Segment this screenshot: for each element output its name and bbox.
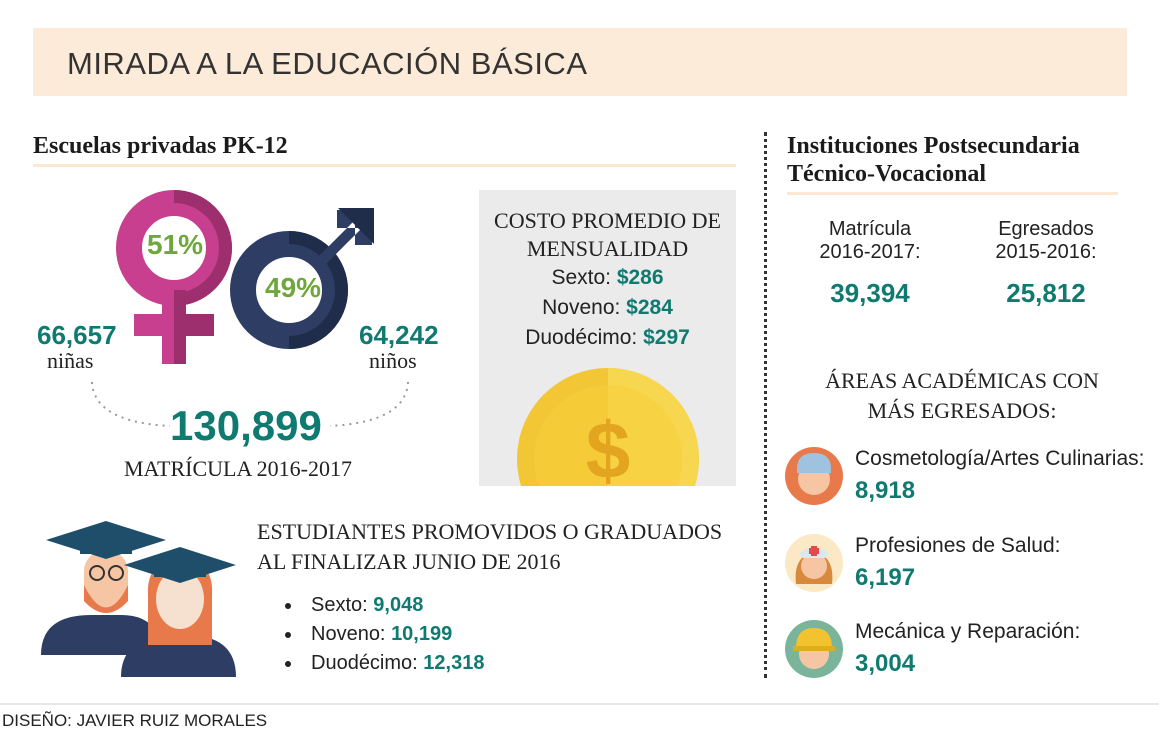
worker-helmet-icon	[785, 620, 843, 678]
girls-label: niñas	[47, 348, 94, 373]
female-percent: 51%	[147, 229, 204, 260]
private-schools-title: Escuelas privadas PK-12	[33, 133, 288, 159]
area-value: 3,004	[855, 650, 916, 677]
female-symbol-icon	[129, 190, 232, 364]
svg-text:$: $	[585, 406, 631, 495]
cost-title-line1: COSTO PROMEDIO DE	[494, 208, 721, 233]
graduates-illustration	[36, 515, 241, 680]
postsecondary-title-line2: Técnico-Vocacional	[787, 161, 987, 187]
area-value: 6,197	[855, 564, 916, 591]
graduates-title-line1: ESTUDIANTES PROMOVIDOS O GRADUADOS	[257, 519, 723, 544]
area-label: Mecánica y Reparación:	[855, 620, 1081, 643]
coin-icon	[517, 368, 699, 495]
areas-title-line1: ÁREAS ACADÉMICAS CON	[825, 368, 1099, 393]
area-value: 8,918	[855, 477, 916, 504]
chef-icon	[785, 447, 843, 505]
cost-item-noveno: Noveno: $284	[542, 296, 673, 319]
female-graduate-icon	[121, 547, 236, 677]
list-item: Sexto: 9,048	[283, 591, 484, 620]
section-rule	[33, 164, 736, 167]
male-graduate-icon	[41, 521, 166, 655]
area-item-health	[785, 534, 1145, 604]
total-enrollment: 130,899	[170, 402, 322, 449]
cost-panel	[479, 190, 736, 495]
total-enrollment-label: MATRÍCULA 2016-2017	[124, 456, 352, 481]
header-banner	[33, 28, 1127, 96]
graduates-list	[283, 591, 484, 678]
area-item-cosmetology	[785, 447, 1145, 517]
area-label: Profesiones de Salud:	[855, 534, 1061, 557]
design-credit: DISEÑO: JAVIER RUIZ MORALES	[2, 711, 268, 730]
section-rule	[787, 192, 1118, 195]
nurse-icon	[785, 534, 843, 592]
cost-item-duodecimo: Duodécimo: $297	[525, 326, 690, 349]
page-title: MIRADA A LA EDUCACIÓN BÁSICA	[67, 46, 588, 81]
enrollment-value: 39,394	[830, 278, 910, 308]
column-divider	[764, 132, 767, 678]
areas-title-line2: MÁS EGRESADOS:	[867, 398, 1057, 423]
list-item: Noveno: 10,199	[283, 620, 484, 649]
graduates-title-line2: AL FINALIZAR JUNIO DE 2016	[257, 549, 561, 574]
cost-item-sexto: Sexto: $286	[551, 266, 664, 289]
postsecondary-title-line1: Instituciones Postsecundaria	[787, 133, 1080, 159]
male-percent: 49%	[265, 272, 322, 303]
gender-symbols	[112, 190, 392, 370]
area-label: Cosmetología/Artes Culinarias:	[855, 447, 1145, 470]
graduates-label: Egresados 2015-2016:	[995, 218, 1097, 263]
list-item: Duodécimo: 12,318	[283, 649, 484, 678]
area-item-mechanics	[785, 620, 1145, 690]
enrollment-label: Matrícula 2016-2017:	[819, 218, 921, 263]
boys-label: niños	[369, 348, 417, 373]
cost-title-line2: MENSUALIDAD	[526, 236, 689, 261]
girls-count: 66,657	[37, 320, 117, 350]
graduates-value: 25,812	[1006, 278, 1086, 308]
boys-count: 64,242	[359, 320, 439, 350]
